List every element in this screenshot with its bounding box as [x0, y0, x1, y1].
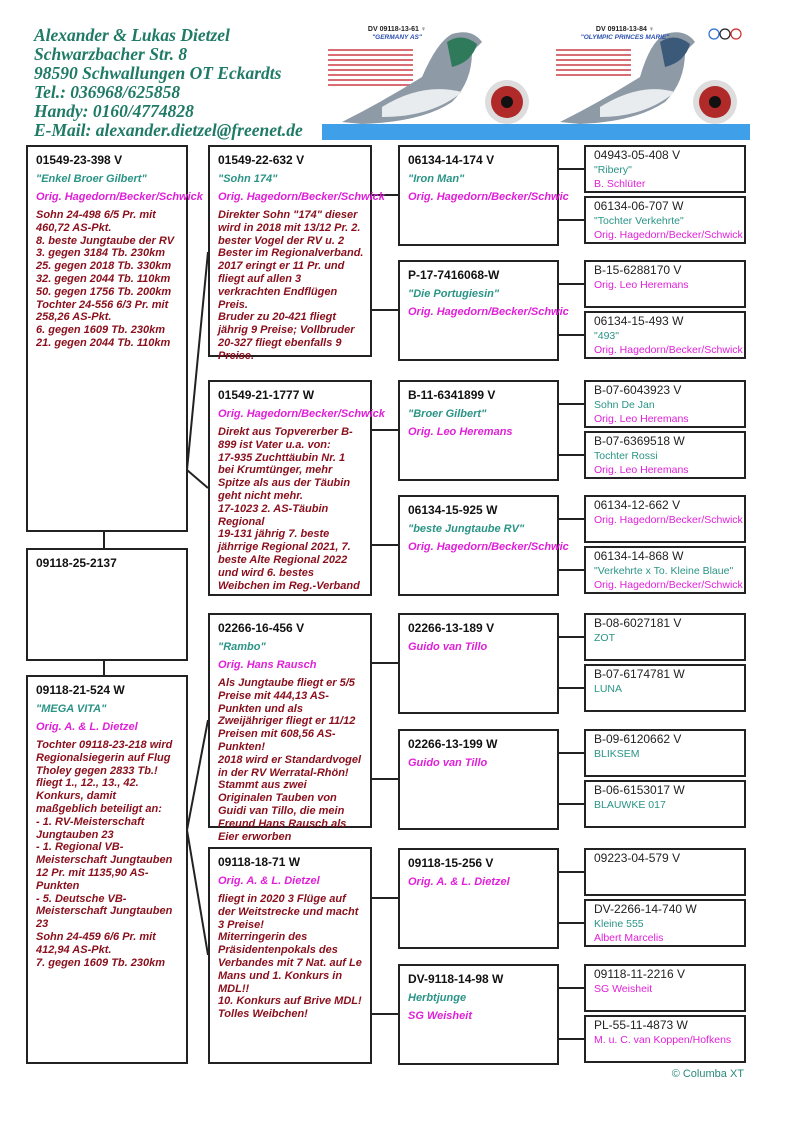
- pigeon-notes: fliegt in 2020 3 Flüge auf der Weitstrecke und macht 3 Preise! Miterringerin des Präsidentenpokals des Verbandes mit 7 Nat. auf Le Mans und 1. Konkurs in MDL!! 10. Konkurs auf Brive MDL! Tolles Weibchen!: [218, 893, 362, 1021]
- connector-line: [187, 830, 208, 955]
- connector-line: [187, 252, 208, 470]
- pigeon-name: "beste Jungtaube RV": [408, 523, 525, 535]
- great-grandparent-box[interactable]: [398, 145, 569, 246]
- pigeon-name: Kleine 555: [594, 918, 644, 930]
- pigeon-notes: Sohn 24-498 6/5 Pr. mit 460,72 AS-Pkt. 8. beste Jungtaube der RV 3. gegen 3184 Tb. 230km 25. gegen 2018 Tb. 330km 32. gegen 2044 Tb. 110km 50. gegen 1756 Tb. 200km Tochter 24-556 6/3 Pr. mit 258,26 AS-Pkt. 6. gegen 1609 Tb. 230km 21. gegen 2044 Tb. 110km: [36, 209, 175, 349]
- phone: Tel.: 036968/625858: [34, 82, 181, 102]
- pigeon-ring: 06134-15-925 W: [408, 503, 498, 517]
- pigeon-name: "MEGA VITA": [36, 703, 107, 715]
- great-great-grandparent-box[interactable]: [584, 848, 746, 896]
- pigeon-ring: 02266-13-189 V: [408, 621, 495, 635]
- pigeon-ring: 06134-14-868 W: [594, 549, 684, 563]
- pigeon-ring: B-09-6120662 V: [594, 732, 682, 746]
- pigeon-notes: Als Jungtaube fliegt er 5/5 Preise mit 444,13 AS-Punkten und als Zweijähriger fliegt er 11/12 Preisen mit 608,56 AS-Punkten! 2018 wird er Standardvogel in der RV Werratal-Rhön! Stammt aus zwei Originalen Tauben von Guidi van Tillo, die mein Freund Hans Rausch als Eier erworben: [218, 677, 362, 843]
- breeder-name: Alexander & Lukas Dietzel: [34, 25, 230, 45]
- grandparent-box[interactable]: [208, 847, 372, 1064]
- great-grandparent-box[interactable]: [398, 260, 569, 361]
- pigeon-ring: 09118-11-2216 V: [594, 967, 685, 981]
- poster-ring: DV 09118-13-61 ♀: [367, 26, 427, 33]
- pigeon-name: Tochter Rossi: [594, 450, 658, 462]
- great-great-grandparent-box[interactable]: [584, 495, 746, 543]
- pigeon-breeder: SG Weisheit: [408, 1010, 472, 1022]
- pigeon-ring: 09118-15-256 V: [408, 856, 494, 870]
- pigeon-breeder: Orig. Leo Heremans: [594, 413, 689, 425]
- pigeon-name: "Broer Gilbert": [408, 408, 487, 420]
- pigeon-ring: B-08-6027181 V: [594, 616, 682, 630]
- pigeon-breeder: Orig. Hagedorn/Becker/Schwic: [408, 306, 569, 318]
- pigeon-name: "Die Portugiesin": [408, 288, 500, 300]
- great-great-grandparent-box[interactable]: [584, 664, 746, 712]
- sire-box[interactable]: [26, 145, 203, 532]
- pigeon-breeder: Orig. Hagedorn/Becker/Schwick: [594, 229, 743, 241]
- pigeon-breeder: Orig. Leo Heremans: [408, 426, 513, 438]
- pigeon-name: "Ribery": [594, 164, 632, 176]
- pigeon-ring: 06134-14-174 V: [408, 153, 495, 167]
- connector-line: [187, 720, 208, 830]
- pigeon-name: ZOT: [594, 632, 615, 644]
- pigeon-ring: DV-9118-14-98 W: [408, 972, 504, 986]
- pigeon-breeder: Orig. Hagedorn/Becker/Schwick: [594, 579, 743, 591]
- email: E-Mail: alexander.dietzel@freenet.de: [34, 120, 303, 140]
- pigeon-ring: 01549-21-1777 W: [218, 388, 315, 402]
- pigeon-breeder: Orig. Hagedorn/Becker/Schwick: [218, 408, 385, 420]
- great-grandparent-box[interactable]: [398, 729, 559, 830]
- pigeon-ring: B-06-6153017 W: [594, 783, 685, 797]
- great-great-grandparent-box[interactable]: [584, 780, 746, 828]
- great-grandparent-box[interactable]: [398, 964, 559, 1065]
- great-great-grandparent-box[interactable]: [584, 729, 746, 777]
- pigeon-breeder: Orig. Hagedorn/Becker/Schwick: [594, 514, 743, 526]
- pigeon-notes: Direkt aus Topvererber B-899 ist Vater u.a. von: 17-935 Zuchttäubin Nr. 1 bei Krumtünger, mehr Spitze als aus der Täubin geht nicht mehr. 17-1023 2. AS-Täubin Regional 19-131 jährig 7. beste jährrige Regional 2021, 7. beste Alte Regional 2022 und wird 6. bestes Weibchen im Reg.-Verband: [218, 426, 360, 592]
- grandparent-box[interactable]: [208, 145, 385, 362]
- connector-line: [187, 470, 208, 488]
- pigeon-breeder: Orig. Hagedorn/Becker/Schwick: [218, 191, 385, 203]
- great-great-grandparent-box[interactable]: [584, 1015, 746, 1063]
- pigeon-ring: DV-2266-14-740 W: [594, 902, 697, 916]
- street: Schwarzbacher Str. 8: [34, 44, 188, 64]
- pigeon-ring: B-07-6174781 W: [594, 667, 685, 681]
- pigeon-breeder: M. u. C. van Koppen/Hofkens: [594, 1034, 732, 1046]
- poster-ring: DV 09118-13-84 ♀: [595, 26, 655, 33]
- pigeon-breeder: Guido van Tillo: [408, 641, 488, 653]
- pigeon-ring: 09223-04-579 V: [594, 851, 681, 865]
- great-great-grandparent-box[interactable]: [584, 964, 746, 1012]
- pigeon-ring: 01549-22-632 V: [218, 153, 305, 167]
- pigeon-ring: 09118-21-524 W: [36, 683, 125, 697]
- poster-name: "GERMANY AS": [372, 34, 422, 41]
- pigeon-breeder: Orig. Leo Heremans: [594, 464, 689, 476]
- pigeon-name: BLIKSEM: [594, 748, 640, 760]
- pigeon-ring: PL-55-11-4873 W: [594, 1018, 688, 1032]
- great-great-grandparent-box[interactable]: [584, 431, 746, 479]
- pigeon-breeder: Albert Marcelis: [594, 932, 664, 944]
- great-grandparent-box[interactable]: [398, 495, 569, 596]
- great-great-grandparent-box[interactable]: [584, 196, 746, 244]
- pigeon-ring: B-07-6043923 V: [594, 383, 682, 397]
- pigeon-name: Herbtjunge: [408, 992, 467, 1004]
- pigeon-breeder: Orig. Hagedorn/Becker/Schwick: [594, 344, 743, 356]
- great-great-grandparent-box[interactable]: [584, 145, 746, 193]
- grandparent-box[interactable]: [208, 613, 372, 843]
- great-grandparent-box[interactable]: [398, 848, 559, 949]
- pigeon-name: "Rambo": [218, 641, 266, 653]
- pigeon-breeder: Orig. Hagedorn/Becker/Schwic: [408, 191, 569, 203]
- pigeon-name: "Sohn 174": [218, 173, 278, 185]
- copyright: © Columba XT: [671, 1068, 744, 1080]
- pigeon-breeder: Orig. A. & L. Dietzel: [408, 876, 510, 888]
- pigeon-notes: Tochter 09118-23-218 wird Regionalsiegerin auf Flug Tholey gegen 2833 Tb.! fliegt 1., 12., 13., 42. Konkurs, damit maßgeblich beteiligt an: - 1. RV-Meisterschaft Jungtauben 23 - 1. Regional VB-Meisterschaft Jungtauben 12 Pr. mit 1135,90 AS-Punkten - 5. Deutsche VB-Meisterschaft Jungtauben 23 Sohn 24-459 6/6 Pr. mit 412,94 AS-Pkt. 7. gegen 1609 Tb. 230km: [36, 739, 173, 969]
- great-great-grandparent-box[interactable]: [584, 380, 746, 428]
- pigeon-name: "493": [594, 330, 619, 342]
- grandparent-box[interactable]: [208, 380, 385, 596]
- pigeon-ring: 06134-06-707 W: [594, 199, 684, 213]
- pigeon-name: LUNA: [594, 683, 623, 695]
- pigeon-name: "Enkel Broer Gilbert": [36, 173, 147, 185]
- subject-box[interactable]: [26, 548, 188, 661]
- pigeon-name: "Iron Man": [408, 173, 465, 185]
- pigeon-ring: B-15-6288170 V: [594, 263, 682, 277]
- pigeon-ring: P-17-7416068-W: [408, 268, 500, 282]
- pigeon-name: "Tochter Verkehrte": [594, 215, 684, 227]
- pigeon-ring: B-11-6341899 V: [408, 388, 496, 402]
- pigeon-ring: 09118-25-2137: [36, 556, 117, 570]
- pigeon-name: BLAUWKE 017: [594, 799, 666, 811]
- pigeon-name: "Verkehrte x To. Kleine Blaue": [594, 565, 734, 577]
- pigeon-breeder: Orig. A. & L. Dietzel: [36, 721, 138, 733]
- great-great-grandparent-box[interactable]: [584, 899, 746, 947]
- great-grandparent-box[interactable]: [398, 380, 559, 481]
- mobile: Handy: 0160/4774828: [34, 101, 194, 121]
- pigeon-ring: B-07-6369518 W: [594, 434, 685, 448]
- great-great-grandparent-box[interactable]: [584, 311, 746, 359]
- pigeon-ring: 02266-13-199 W: [408, 737, 498, 751]
- dam-box[interactable]: [26, 675, 188, 1064]
- pigeon-ring: 06134-12-662 V: [594, 498, 681, 512]
- great-great-grandparent-box[interactable]: [584, 260, 746, 308]
- pigeon-breeder: Orig. A. & L. Dietzel: [218, 875, 320, 887]
- poster-name: "OLYMPIC PRINCES MARIE": [580, 34, 670, 41]
- pigeon-ring: 01549-23-398 V: [36, 153, 123, 167]
- great-great-grandparent-box[interactable]: [584, 613, 746, 661]
- pigeon-breeder: SG Weisheit: [594, 983, 653, 995]
- pigeon-notes: Direkter Sohn "174" dieser wird in 2018 mit 13/12 Pr. 2. bester Vogel der RV u. 2 Bester im Regionalverband. 2017 eringt er 11 Pr. und fliegt auf allen 3 verkrachten Endflügen Preis. Bruder zu 20-421 fliegt jährig 9 Preise; Vollbruder 20-327 fliegt ebenfalls 9 Preise.: [218, 209, 364, 362]
- pigeon-ring: 02266-16-456 V: [218, 621, 305, 635]
- pigeon-name: Sohn De Jan: [594, 399, 655, 411]
- pigeon-breeder: Orig. Leo Heremans: [594, 279, 689, 291]
- great-great-grandparent-box[interactable]: [584, 546, 746, 594]
- pigeon-ring: 06134-15-493 W: [594, 314, 684, 328]
- city: 98590 Schwallungen OT Eckardts: [34, 63, 282, 83]
- pigeon-breeder: B. Schlüter: [594, 178, 646, 190]
- pigeon-breeder: Orig. Hagedorn/Becker/Schwic: [408, 541, 569, 553]
- pigeon-breeder: Guido van Tillo: [408, 757, 488, 769]
- pigeon-ring: 09118-18-71 W: [218, 855, 301, 869]
- pigeon-breeder: Orig. Hagedorn/Becker/Schwick: [36, 191, 203, 203]
- pigeon-ring: 04943-05-408 V: [594, 148, 681, 162]
- pigeon-breeder: Orig. Hans Rausch: [218, 659, 317, 671]
- great-grandparent-box[interactable]: [398, 613, 559, 714]
